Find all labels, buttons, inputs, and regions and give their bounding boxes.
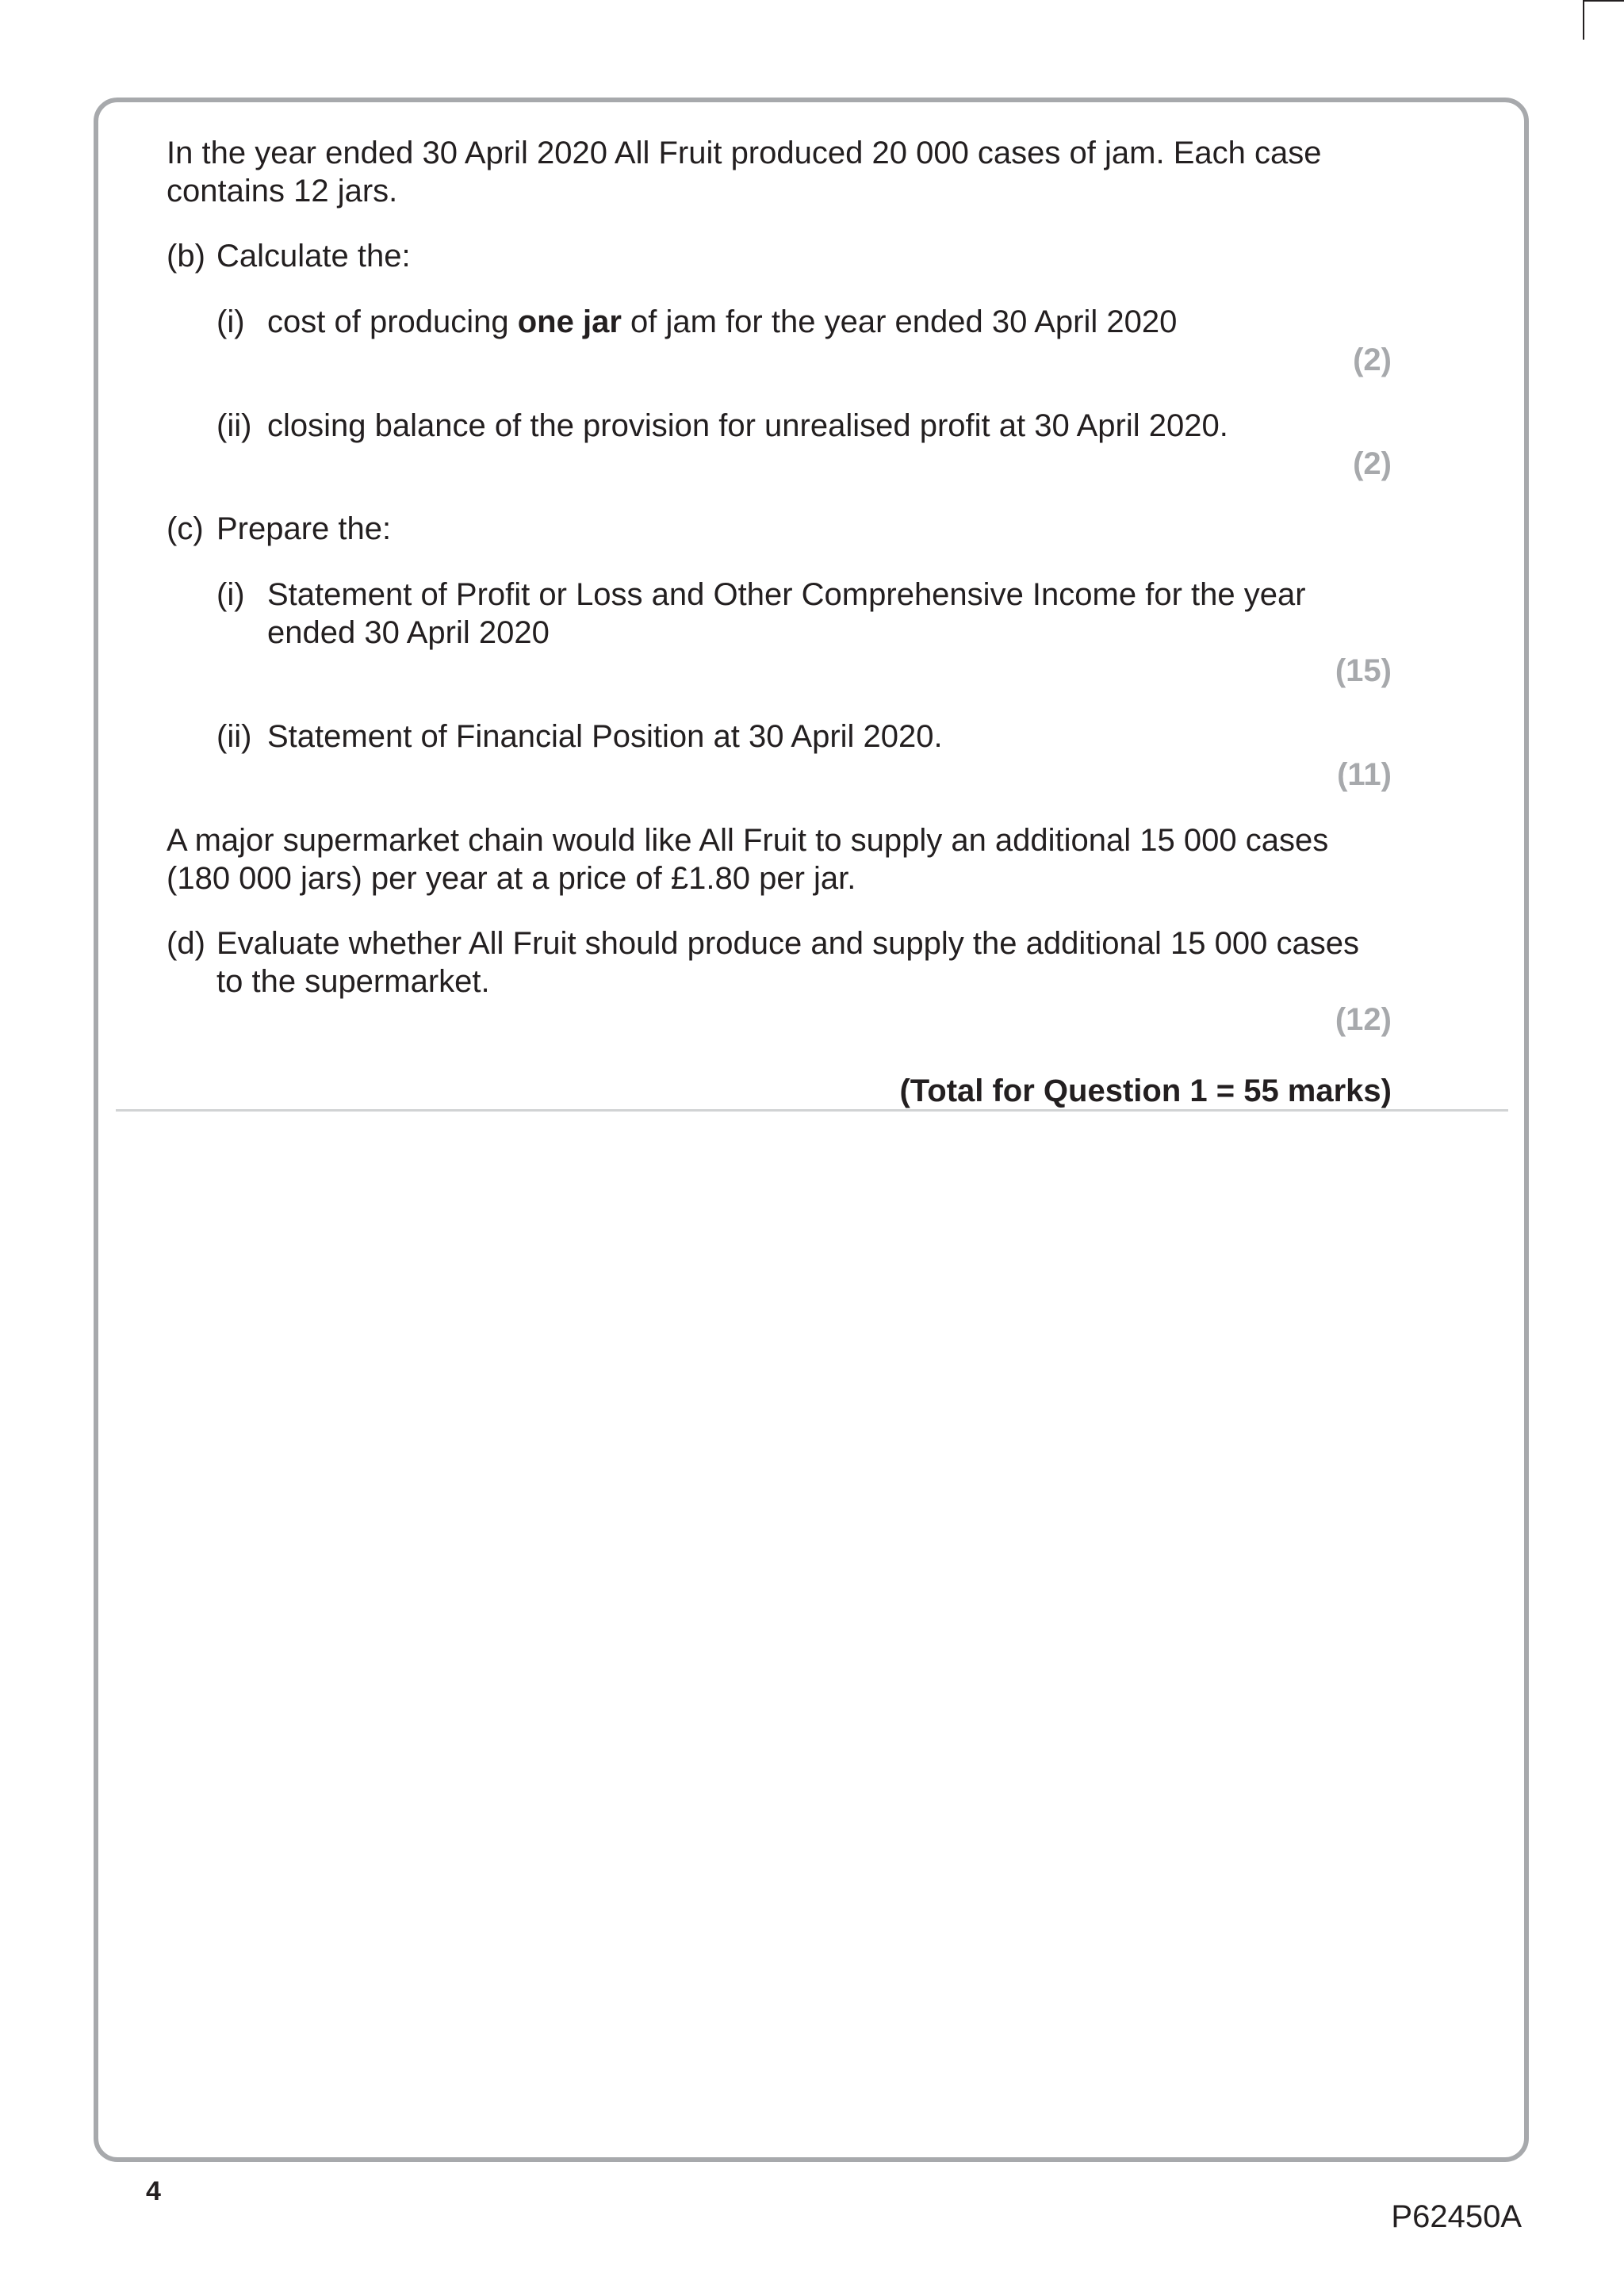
part-b-i-marks: (2): [1353, 342, 1392, 377]
part-c-i-label: (i): [216, 577, 245, 612]
part-c-text: Prepare the:: [216, 511, 392, 546]
part-c-ii-marks: (11): [1337, 757, 1392, 792]
part-d-marks: (12): [1335, 1002, 1392, 1037]
part-c-ii-label: (ii): [216, 719, 252, 754]
part-b-i-text: [267, 303, 1177, 341]
part-b-label: (b): [167, 239, 205, 274]
part-d-line-1: Evaluate whether All Fruit should produce and supply the additional 15 000 cases: [216, 926, 1359, 961]
intro-line-1: In the year ended 30 April 2020 All Fruit produced 20 000 cases of jam. Each case: [167, 136, 1322, 170]
part-b-i-text-pre: cost of producing: [267, 304, 518, 339]
part-c-i-line-2: ended 30 April 2020: [267, 615, 550, 650]
question-total: (Total for Question 1 = 55 marks): [899, 1073, 1392, 1108]
part-c-i-line-1: Statement of Profit or Loss and Other Comprehensive Income for the year: [267, 577, 1306, 612]
supermarket-line-1: A major supermarket chain would like All Fruit to supply an additional 15 000 cases: [167, 823, 1329, 858]
part-d-line-2: to the supermarket.: [216, 964, 490, 999]
part-d-label: (d): [167, 926, 205, 961]
part-c-label: (c): [167, 511, 204, 546]
part-b-ii-text: closing balance of the provision for unrealised profit at 30 April 2020.: [267, 408, 1228, 443]
intro-line-2: contains 12 jars.: [167, 174, 398, 209]
part-b-i-text-post: of jam for the year ended 30 April 2020: [621, 304, 1178, 339]
paper-code: P62450A: [1391, 2199, 1522, 2234]
part-b-ii-label: (ii): [216, 408, 252, 443]
supermarket-line-2: (180 000 jars) per year at a price of £1.80 per jar.: [167, 861, 856, 896]
part-b-text: Calculate the:: [216, 239, 411, 274]
part-c-i-marks: (15): [1335, 653, 1392, 688]
part-c-ii-text: Statement of Financial Position at 30 April 2020.: [267, 719, 943, 754]
part-b-i-label: (i): [216, 304, 245, 339]
crop-mark-vertical: [1583, 0, 1584, 40]
crop-mark-horizontal: [1583, 0, 1624, 2]
total-divider: [116, 1109, 1508, 1112]
page-number: 4: [146, 2176, 161, 2206]
part-b-ii-marks: (2): [1353, 446, 1392, 481]
part-b-i-text-bold: one jar: [517, 304, 622, 339]
